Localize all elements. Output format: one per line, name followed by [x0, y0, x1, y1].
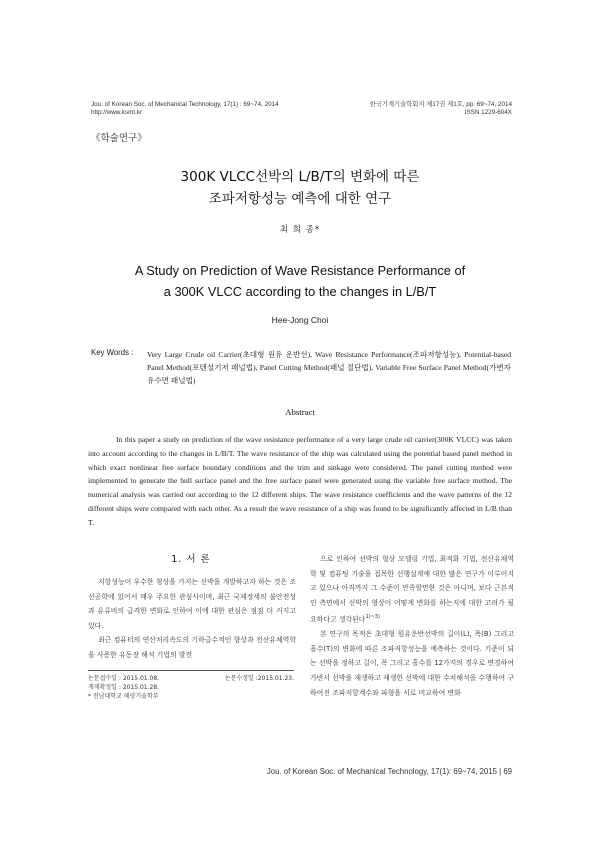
title-english — [0, 260, 600, 302]
revised-date: 논문수정일 :2015.01.23. — [224, 675, 294, 682]
journal-citation-ko: 한국기계기술학회지 제17권 제1호, pp. 69~74, 2014 — [369, 101, 512, 108]
abstract-heading: Abstract — [285, 407, 315, 417]
citation-marker[interactable]: 1)~3) — [365, 614, 380, 621]
intro-paragraph-1: 저항성능이 우수한 형상을 가지는 선박을 개발하고자 하는 것은 조선공학에 있어서 매우 주요한 관심사이며, 최근 국제정세의 불안전성과 유류비의 급격한 변화로 인하여 이에 대한 관심은 점점 더 커지고 있다. — [88, 578, 296, 630]
title-korean — [0, 166, 600, 210]
received-date: 논문접수일 : 2015.01.08. — [88, 675, 160, 682]
intro-paragraph-4: 본 연구의 목적은 초대형 원유운반선박의 길이(L), 폭(B) 그리고 흘수(T)의 변화에 따른 조파저항성능을 예측하는 것이다. 기준이 되는 선박을 정하고 길이, 폭 그리고 흘수를 12가지의 경우로 변경하여 가변서 선박을 재생하고 재생한 선박에 대한 수치해석을 수행하여 구하여진 조파저항계수와 파형을 서로 비교하여 변화 — [310, 630, 514, 697]
footnote-rule — [88, 670, 294, 671]
journal-url[interactable]: http://www.ksmt.kr — [91, 109, 143, 116]
intro-paragraph-3-text: 으로 인하여 선박의 형상 모델링 기법, 최적화 기법, 전산유체역학 및 컴퓨팅 기술을 접목한 선행설계에 대한 많은 연구가 이루어지고 있으나 아직까지 그 수준이 만족할만한 것은 아니며, 보다 근본적인 측면에서 선박의 형상이 어떻게 변화를 하는지에 대한 고려가 필요하다고 생각된다 — [310, 555, 514, 624]
title-english-line1: A Study on Prediction of Wave Resistance Performance of — [134, 263, 466, 278]
keywords-text: Very Large Crude oil Carrier(초대형 원유 운반선), Wave Resistance Performance(조파저항성능), Potential-based Panel Method(포텐셜기저 패널법), Panel Cutting Method(패널 절단법), Variable Free Surface Panel Method(가변자유수면 패널법) — [147, 350, 511, 385]
left-column — [88, 575, 296, 663]
footnote — [88, 674, 294, 702]
section-heading-introduction: 1. 서 론 — [171, 554, 211, 565]
author-english: Hee-Jong Choi — [271, 315, 329, 325]
intro-paragraph-2: 최근 컴퓨터의 연산처리속도의 기하급수적인 향상과 전산유체역학을 사용한 유동장 해석 기법의 발전 — [88, 636, 296, 659]
title-korean-line1: 300K VLCC선박의 L/B/T의 변화에 따른 — [180, 169, 420, 185]
accepted-date: 게재확정일 : 2015.01.28. — [88, 684, 160, 692]
title-korean-line2: 조파저항성능 예측에 대한 연구 — [208, 191, 392, 207]
abstract-body: In this paper a study on prediction of the wave resistance performance of a very large crude oil carrier(300K VLCC) was taken into account according to the changes in L/B/T. The wave resistance of the ship was calculated using the potential based panel method in which exact nonlinear free surface boundary conditions and the trim and sinkage were considered. The panel cutting method were implemented to generate the hull surface panel and the free surface panel were generated using the variable free surface method. The numerical analysis was carried out according to the 12 different ships. The wave resistance coefficients and the wave patterns of the 12 different ships were compared with each other. As a result the wave resistance of a ship was found to be significantly affected in L/B than T. — [88, 435, 512, 527]
right-column — [310, 552, 514, 700]
keywords-label: Key Words : — [91, 348, 134, 357]
title-english-line2: a 300K VLCC according to the changes in L/B/T — [163, 284, 437, 299]
article-category: 《학술연구》 — [91, 133, 147, 144]
page-footer: Jou. of Korean Soc. of Mechanical Technology, 17(1): 69~74, 2015 | 69 — [266, 767, 512, 776]
journal-header-right — [370, 101, 512, 117]
author-korean: 최 희 종* — [279, 225, 321, 235]
intro-paragraph-3 — [310, 552, 514, 627]
journal-citation: Jou. of Korean Soc. of Mechanical Technology, 17(1) : 69~74, 2014 — [91, 101, 279, 108]
issn: ISSN 1229-604X — [464, 109, 512, 116]
journal-header-left — [91, 101, 279, 117]
author-affiliation: * 전남대학교 해양기술학부 — [88, 693, 159, 701]
